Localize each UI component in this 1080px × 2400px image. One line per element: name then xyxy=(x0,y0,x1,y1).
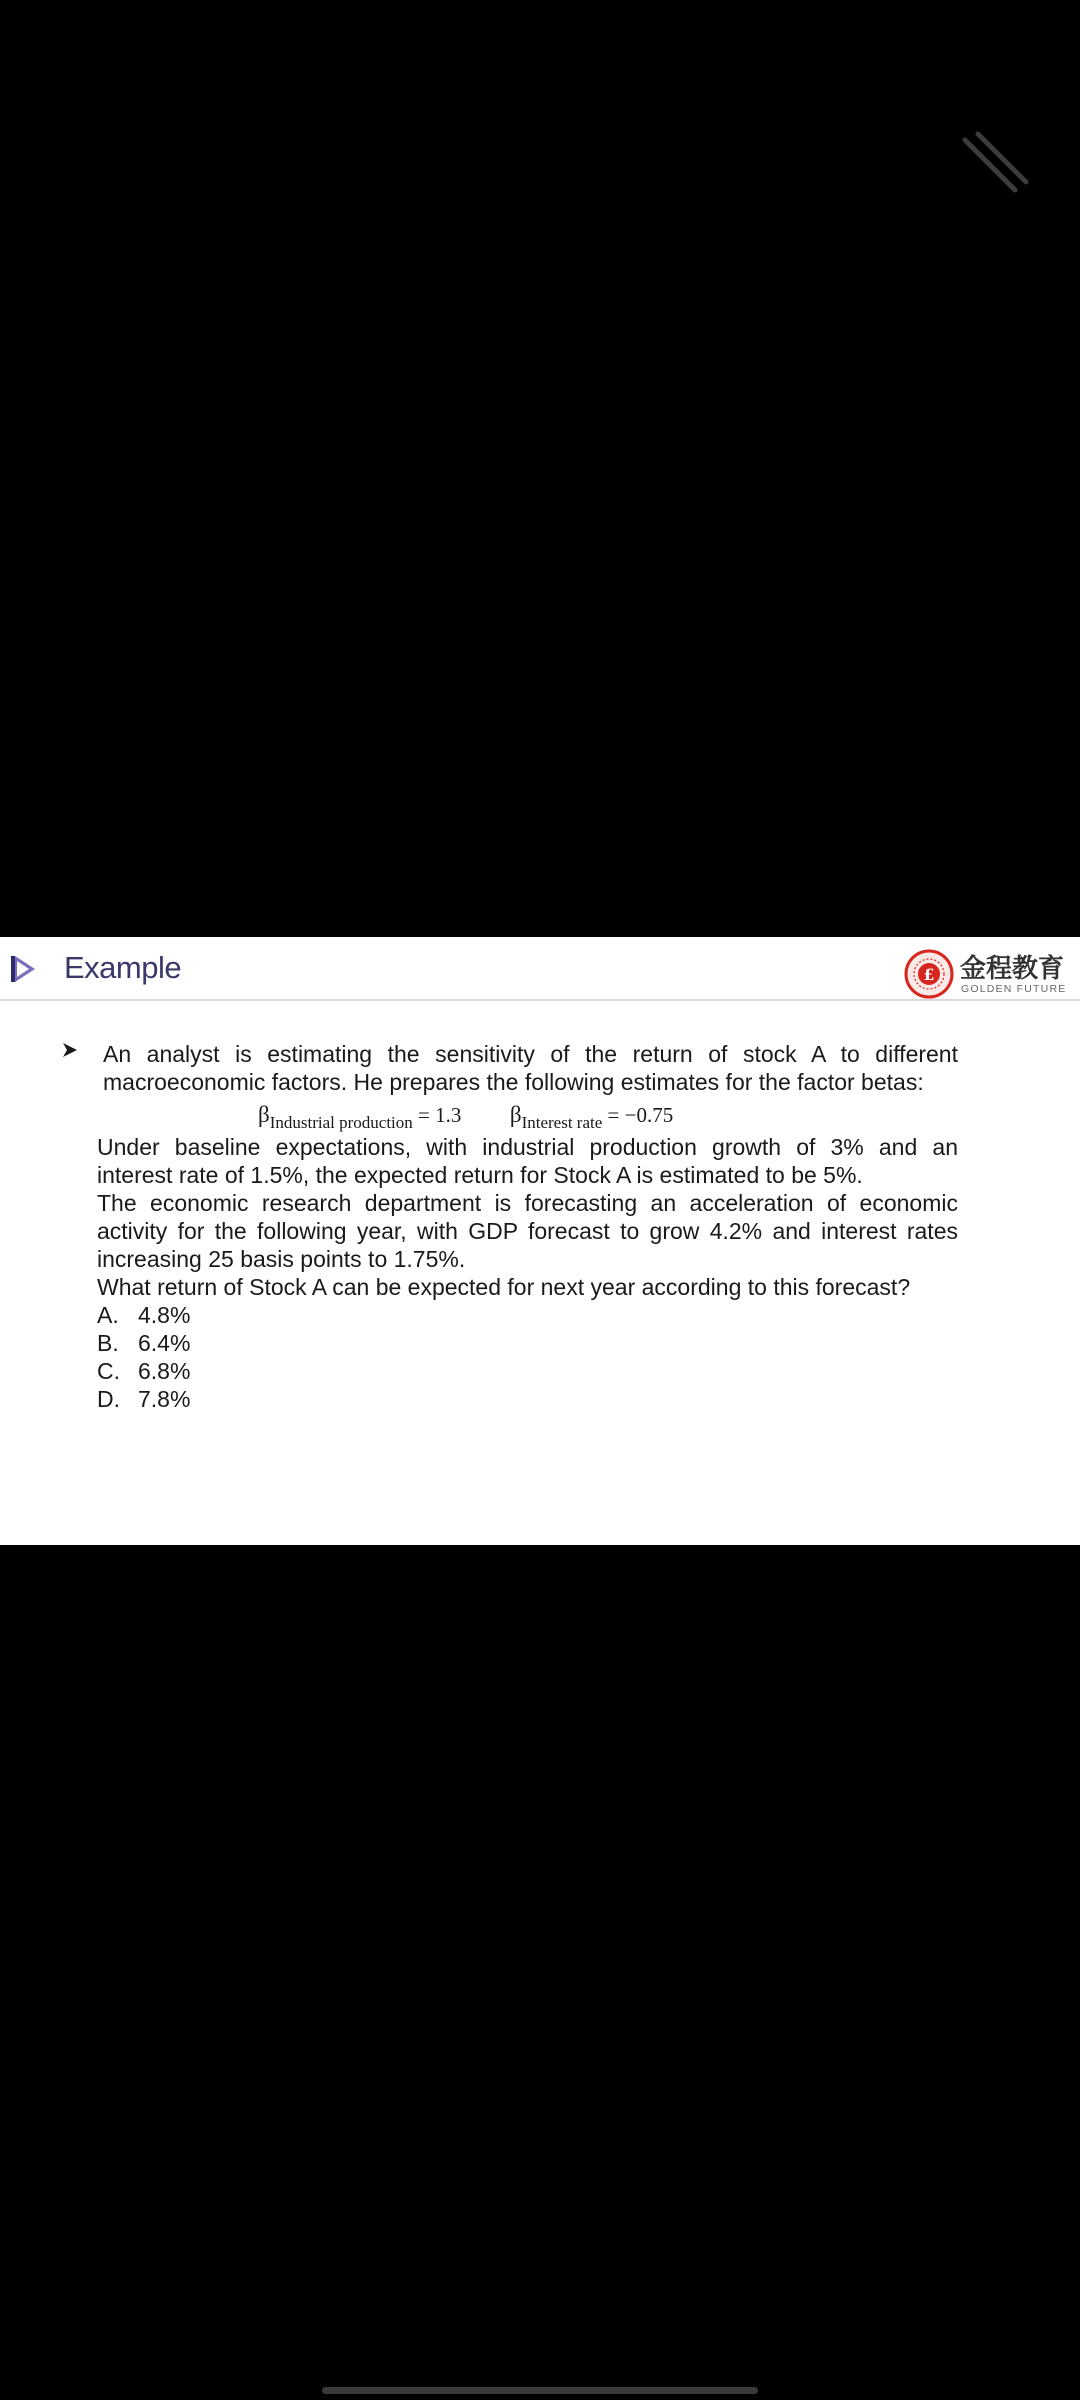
option-value: 6.4% xyxy=(138,1330,191,1356)
answer-option-a[interactable] xyxy=(97,1301,190,1329)
arrow-bullet-icon xyxy=(62,1042,78,1058)
svg-text:£: £ xyxy=(923,965,935,984)
question-line: What return of Stock A can be expected for next year according to this forecast? xyxy=(97,1274,911,1300)
option-letter: C. xyxy=(97,1358,120,1384)
body-line: activity for the following year, with GDP forecast to grow 4.2% and interest rates xyxy=(97,1218,958,1244)
question-content xyxy=(0,937,1080,1545)
beta-subscript: Industrial production xyxy=(269,1113,413,1132)
beta-symbol: β xyxy=(258,1102,270,1127)
answer-option-d[interactable] xyxy=(97,1385,190,1413)
brand-name-en: GOLDEN FUTURE xyxy=(961,983,1067,995)
beta-value: = −0.75 xyxy=(607,1103,674,1127)
option-value: 4.8% xyxy=(138,1302,191,1328)
slide-title: Example xyxy=(64,950,182,985)
option-letter: A. xyxy=(97,1302,119,1328)
beta-subscript: Interest rate xyxy=(521,1113,603,1132)
option-value: 6.8% xyxy=(138,1358,191,1384)
option-letter: B. xyxy=(97,1330,119,1356)
double-slash-icon xyxy=(960,130,1030,200)
body-line: increasing 25 basis points to 1.75%. xyxy=(97,1246,466,1272)
body-line: interest rate of 1.5%, the expected return for Stock A is estimated to be 5%. xyxy=(97,1162,863,1188)
beta-value: = 1.3 xyxy=(418,1103,462,1127)
body-line: The economic research department is forecasting an acceleration of economic xyxy=(97,1190,958,1216)
slide xyxy=(0,937,1080,1545)
body-line: Under baseline expectations, with industrial production growth of 3% and an xyxy=(97,1134,958,1160)
option-letter: D. xyxy=(97,1386,120,1412)
home-indicator[interactable] xyxy=(322,2387,758,2394)
answer-option-c[interactable] xyxy=(97,1357,190,1385)
intro-line: macroeconomic factors. He prepares the following estimates for the factor betas: xyxy=(103,1069,924,1095)
beta-formula xyxy=(258,1102,674,1132)
option-value: 7.8% xyxy=(138,1386,191,1412)
brand-name-cn: 金程教育 xyxy=(960,954,1065,984)
answer-option-b[interactable] xyxy=(97,1329,190,1357)
intro-line: An analyst is estimating the sensitivity of the return of stock A to different xyxy=(103,1041,958,1067)
beta-symbol: β xyxy=(509,1102,522,1127)
